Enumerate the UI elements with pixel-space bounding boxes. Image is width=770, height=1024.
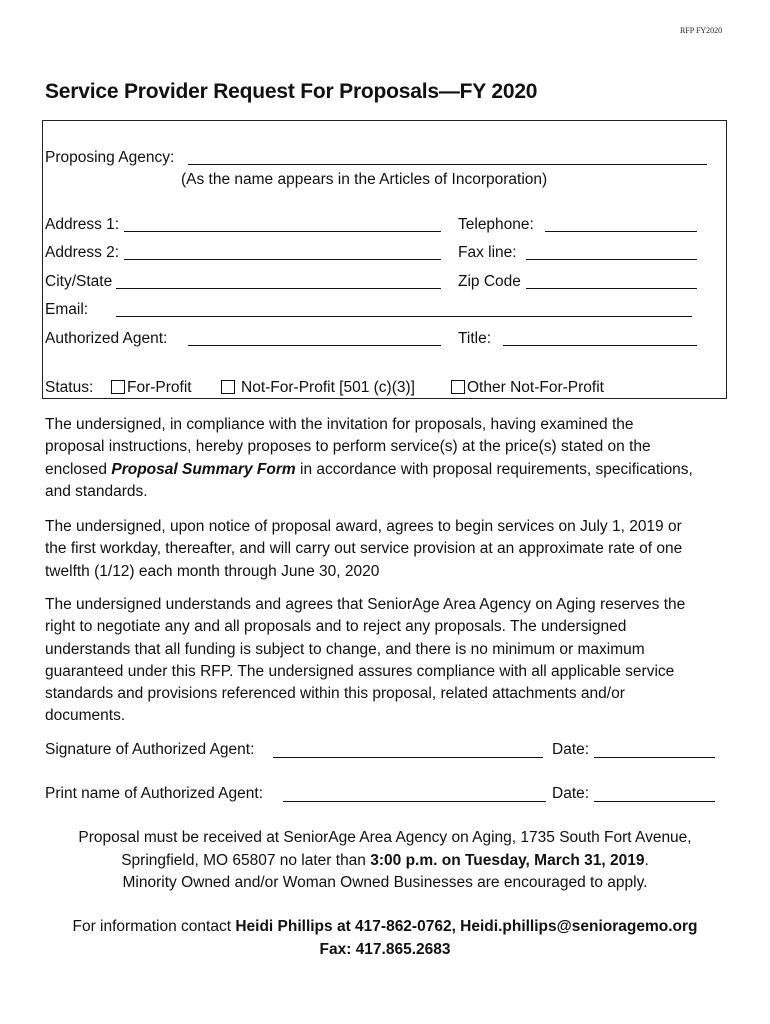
document-code: RFP FY2020 bbox=[680, 26, 723, 35]
contact-info bbox=[0, 916, 770, 961]
fax-line bbox=[0, 939, 770, 962]
address2-label: Address 2: bbox=[45, 244, 120, 261]
telephone-label: Telephone: bbox=[458, 216, 534, 233]
print-date-label: Date: bbox=[552, 785, 590, 802]
text-span: enclosed bbox=[45, 460, 112, 478]
notice-line: Proposal must be received at SeniorAge Area Agency on Aging, 1735 South Fort Avenue, bbox=[78, 829, 692, 846]
fax-number: Fax: 417.865.2683 bbox=[319, 940, 451, 958]
authorized-agent-label: Authorized Agent: bbox=[45, 330, 168, 347]
paragraph-line: The undersigned understands and agrees that SeniorAge Area Agency on Aging reserves the bbox=[45, 596, 686, 613]
other-not-for-profit-label: Other Not-For-Profit bbox=[467, 379, 604, 396]
status-option-other[interactable] bbox=[451, 379, 604, 397]
paragraph-line: The undersigned, in compliance with the invitation for proposals, having examined the bbox=[45, 416, 634, 433]
proposing-agency-label: Proposing Agency: bbox=[45, 149, 175, 166]
email-field[interactable] bbox=[116, 316, 692, 317]
print-name-field[interactable] bbox=[283, 801, 546, 802]
paragraph-line: guaranteed under this RFP. The undersigned assures compliance with all applicable service bbox=[45, 662, 675, 680]
authorized-agent-field[interactable] bbox=[188, 345, 441, 346]
paragraph-line: standards and provisions referenced within this proposal, related attachments and/or bbox=[45, 685, 625, 703]
text-span: Springfield, MO 65807 no later than bbox=[121, 851, 371, 869]
print-name-label: Print name of Authorized Agent: bbox=[45, 785, 263, 802]
status-option-not-for-profit[interactable] bbox=[221, 379, 415, 397]
text-span: For information contact bbox=[72, 918, 236, 935]
signature-label: Signature of Authorized Agent: bbox=[45, 741, 255, 758]
text-span: in accordance with proposal requirements, specifications, bbox=[295, 460, 693, 478]
zip-code-field[interactable] bbox=[526, 288, 697, 289]
notice-line bbox=[0, 850, 770, 873]
notice-line: Minority Owned and/or Woman Owned Businesses are encouraged to apply. bbox=[122, 874, 648, 891]
print-date-field[interactable] bbox=[594, 801, 715, 802]
title-label: Title: bbox=[458, 330, 492, 347]
paragraph-line: the first workday, thereafter, and will carry out service provision at an approximate rate of one bbox=[45, 540, 683, 558]
not-for-profit-label: Not-For-Profit [501 (c)(3)] bbox=[241, 379, 415, 396]
paragraph-award bbox=[45, 516, 735, 583]
status-label: Status: bbox=[45, 379, 94, 396]
title-field[interactable] bbox=[503, 345, 697, 346]
city-state-label: City/State bbox=[45, 273, 113, 290]
paragraph-compliance bbox=[45, 414, 735, 503]
paragraph-line: The undersigned, upon notice of proposal award, agrees to begin services on July 1, 2019 or bbox=[45, 518, 682, 535]
contact-details: Heidi Phillips at 417-862-0762, Heidi.phillips@senioragemo.org bbox=[235, 918, 698, 935]
paragraph-agreement bbox=[45, 594, 735, 728]
zip-code-label: Zip Code bbox=[458, 273, 521, 290]
for-profit-label: For-Profit bbox=[127, 379, 192, 396]
proposing-agency-field[interactable] bbox=[188, 164, 707, 165]
paragraph-line: proposal instructions, hereby proposes to perform service(s) at the price(s) stated on the bbox=[45, 438, 651, 456]
paragraph-line: and standards. bbox=[45, 482, 148, 500]
status-option-for-profit[interactable] bbox=[111, 379, 192, 397]
page-title: Service Provider Request For Proposals—FY 2020 bbox=[45, 80, 538, 103]
address1-label: Address 1: bbox=[45, 216, 120, 233]
signature-date-label: Date: bbox=[552, 741, 590, 758]
paragraph-line: documents. bbox=[45, 707, 126, 725]
city-state-field[interactable] bbox=[116, 288, 441, 289]
proposal-summary-form-emphasis: Proposal Summary Form bbox=[111, 460, 296, 478]
telephone-field[interactable] bbox=[545, 231, 697, 232]
paragraph-line bbox=[45, 459, 735, 481]
for-profit-checkbox[interactable] bbox=[111, 380, 125, 394]
email-label: Email: bbox=[45, 301, 89, 318]
deadline: 3:00 p.m. on Tuesday, March 31, 2019 bbox=[370, 851, 645, 869]
contact-line bbox=[0, 916, 770, 939]
submission-notice bbox=[0, 827, 770, 895]
signature-date-field[interactable] bbox=[594, 757, 715, 758]
not-for-profit-checkbox[interactable] bbox=[221, 380, 235, 394]
other-not-for-profit-checkbox[interactable] bbox=[451, 380, 465, 394]
text-span: . bbox=[644, 851, 649, 869]
agency-name-note: (As the name appears in the Articles of Incorporation) bbox=[181, 171, 548, 188]
address1-field[interactable] bbox=[124, 231, 441, 232]
paragraph-line: twelfth (1/12) each month through June 30, 2020 bbox=[45, 562, 380, 580]
address2-field[interactable] bbox=[124, 259, 441, 260]
fax-line-field[interactable] bbox=[526, 259, 697, 260]
paragraph-line: understands that all funding is subject to change, and there is no minimum or maximum bbox=[45, 640, 645, 658]
signature-field[interactable] bbox=[273, 757, 543, 758]
paragraph-line: right to negotiate any and all proposals and to reject any proposals. The undersigned bbox=[45, 618, 627, 636]
fax-line-label: Fax line: bbox=[458, 244, 517, 261]
